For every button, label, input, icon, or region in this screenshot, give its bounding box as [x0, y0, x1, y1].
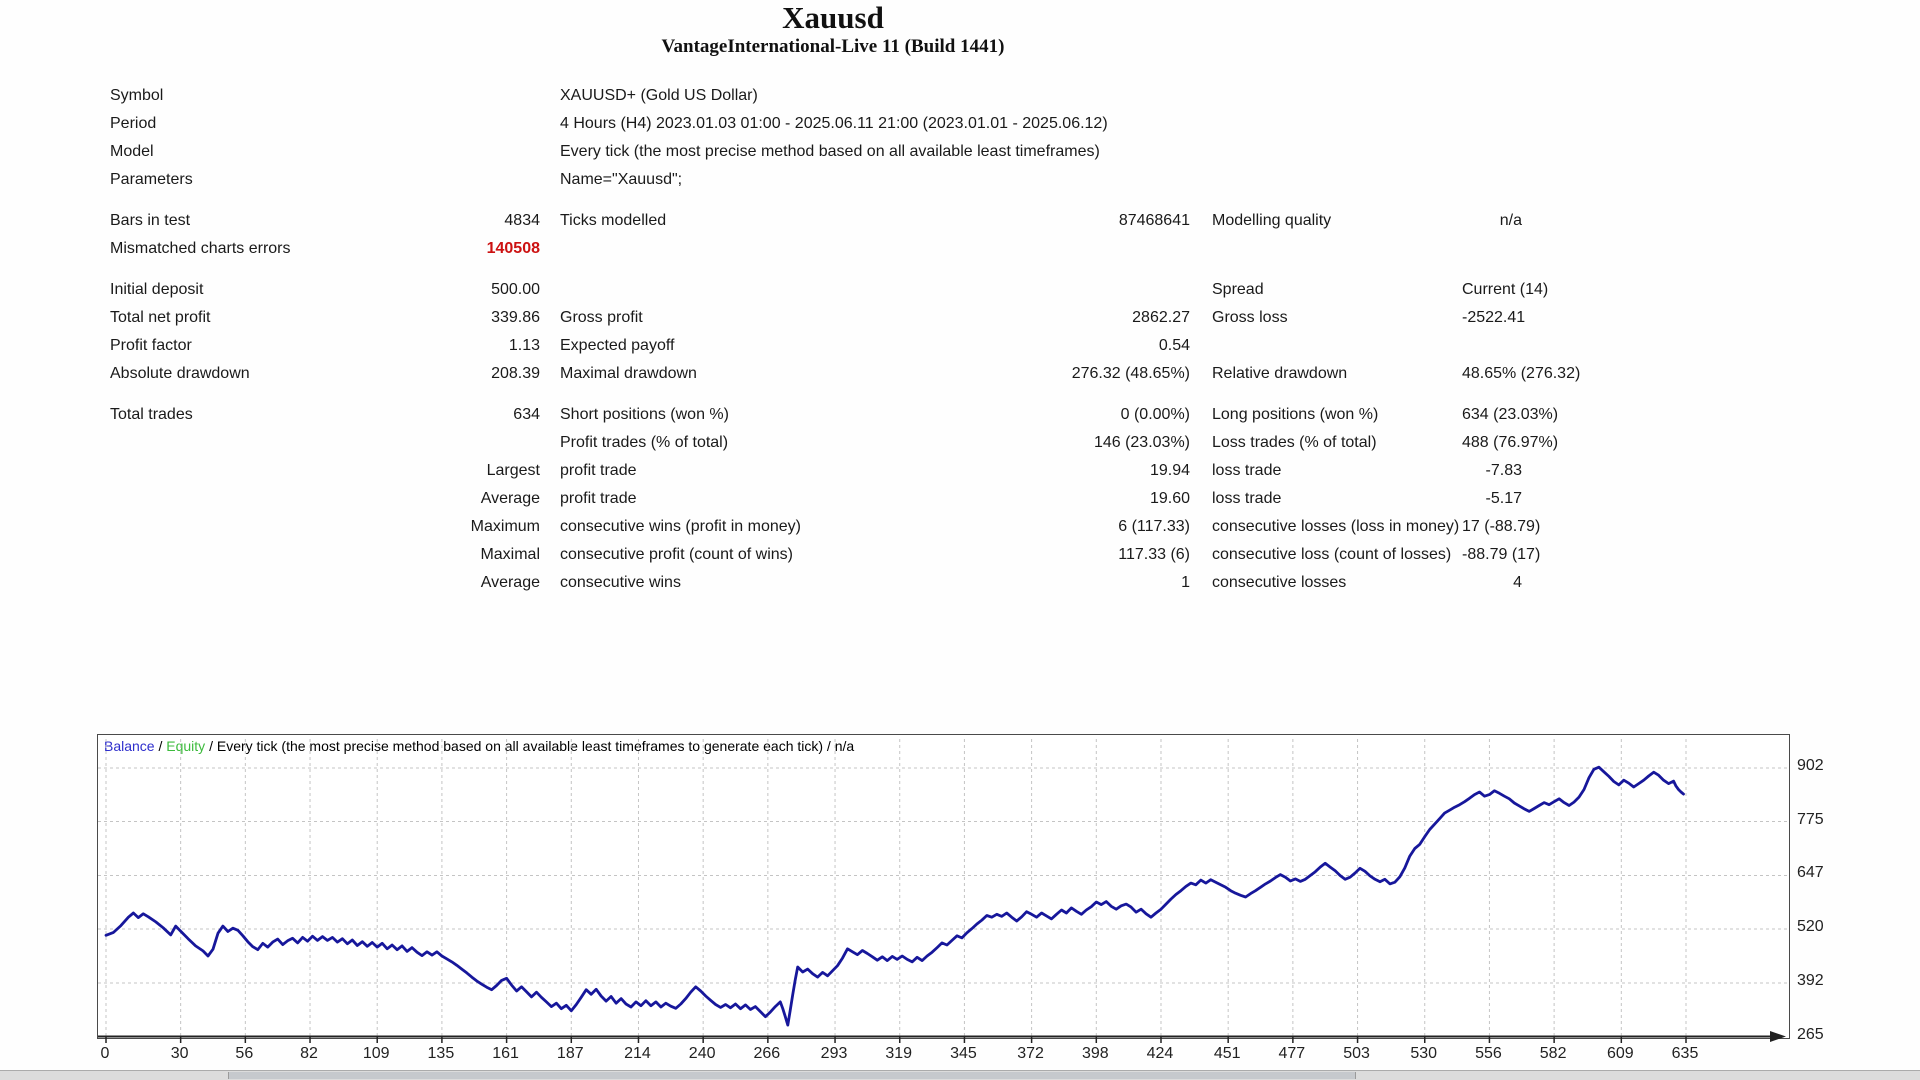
x-axis-label: 109 [362, 1045, 390, 1062]
spacer [1190, 429, 1212, 457]
spacer [540, 276, 560, 304]
spacer [1190, 485, 1212, 513]
spacer [540, 235, 560, 263]
x-axis-label: 398 [1081, 1045, 1109, 1062]
stat-value: 4834 [504, 212, 540, 229]
stat-label: Profit trades (% of total) [560, 434, 729, 451]
stat-label: Symbol [110, 87, 164, 104]
stat-value: n/a [1499, 212, 1522, 229]
x-axis-label: 293 [820, 1045, 848, 1062]
stat-value: Maximal [480, 546, 540, 563]
stats-row [110, 304, 1526, 332]
y-axis-label: 902 [1797, 757, 1824, 774]
x-axis-label: 424 [1146, 1045, 1174, 1062]
stats-table [110, 82, 1581, 597]
stat-label: Absolute drawdown [110, 365, 250, 382]
stats-row [110, 541, 1541, 569]
stat-label: Total net profit [110, 309, 211, 326]
stat-label: Short positions (won %) [560, 406, 729, 423]
stat-value: 4 [1513, 574, 1522, 591]
balance-chart [97, 734, 1790, 1039]
spacer [1190, 332, 1212, 360]
stat-label: Maximal drawdown [560, 365, 697, 382]
stat-label [110, 569, 350, 597]
stat-label: Bars in test [110, 212, 191, 229]
stats-row [110, 332, 1522, 360]
y-axis-label: 775 [1797, 810, 1824, 828]
stats-row [110, 360, 1581, 388]
stat-value: Average [480, 490, 540, 507]
stat-value [350, 82, 540, 110]
x-axis-label: 135 [427, 1045, 455, 1062]
x-axis-label: 240 [688, 1045, 716, 1062]
stat-label: Model [110, 143, 154, 160]
stat-label: Period [110, 115, 157, 132]
stat-value: 19.94 [1149, 462, 1190, 479]
stats-row [110, 138, 1522, 166]
stat-label: consecutive wins [560, 574, 681, 591]
legend-text: Equity [166, 738, 206, 754]
stats-row [110, 429, 1559, 457]
stat-value [350, 166, 540, 194]
spacer [1190, 304, 1212, 332]
stat-value: -7.83 [1485, 462, 1522, 479]
stat-value: XAUUSD+ (Gold US Dollar) [560, 87, 758, 104]
stat-label: Relative drawdown [1212, 365, 1348, 382]
y-axis-label: 520 [1797, 918, 1824, 936]
stat-value [890, 235, 1190, 263]
page-title: Xauusd [782, 0, 884, 35]
spacer [540, 360, 560, 388]
spacer [1190, 513, 1212, 541]
stat-value: 87468641 [1118, 212, 1190, 229]
stats-row [110, 235, 1522, 263]
stats-row [110, 82, 1522, 110]
x-axis-label: 582 [1539, 1045, 1567, 1062]
x-axis-label: 266 [753, 1045, 781, 1062]
stat-value: 140508 [486, 240, 540, 257]
stat-value: 634 [513, 406, 540, 423]
stat-value [890, 276, 1190, 304]
stat-label: consecutive loss (count of losses) [1212, 546, 1452, 563]
stat-label: Total trades [110, 406, 193, 423]
y-axis-label: 265 [1797, 1025, 1824, 1043]
stat-label: loss trade [1212, 490, 1282, 507]
stat-label: Modelling quality [1212, 212, 1332, 229]
stat-value: 1.13 [508, 337, 540, 354]
x-axis-label: 187 [556, 1045, 584, 1062]
stats-row [110, 401, 1559, 429]
stat-label: consecutive profit (count of wins) [560, 546, 793, 563]
x-axis-label: 609 [1606, 1045, 1634, 1062]
spacer [540, 207, 560, 235]
stat-value: 117.33 (6) [1118, 546, 1190, 563]
x-axis-label: 477 [1278, 1045, 1306, 1062]
x-axis-arrow-icon [1770, 1031, 1786, 1042]
spacer [1190, 541, 1212, 569]
stat-label [110, 485, 350, 513]
stat-label: loss trade [1212, 462, 1282, 479]
spacer [540, 457, 560, 485]
spacer [1190, 207, 1212, 235]
stat-value: 48.65% (276.32) [1462, 365, 1581, 382]
x-axis-label: 556 [1475, 1045, 1502, 1062]
x-axis-label: 214 [624, 1045, 651, 1062]
spacer [1190, 360, 1212, 388]
stat-value: 4 Hours (H4) 2023.01.03 01:00 - 2025.06.11 21:00 (2023.01.01 - 2025.06.12) [560, 115, 1108, 132]
stat-label [1212, 235, 1462, 263]
spacer [540, 429, 560, 457]
stat-label [560, 276, 890, 304]
spacer [540, 332, 560, 360]
x-axis-label: 372 [1017, 1045, 1044, 1062]
spacer [540, 110, 560, 138]
stat-value: -88.79 (17) [1462, 546, 1541, 563]
x-axis-label: 0 [100, 1045, 110, 1062]
stat-value: 0 (0.00%) [1120, 406, 1190, 423]
stat-label: profit trade [560, 462, 637, 479]
stats-row [110, 207, 1522, 235]
stat-value [350, 429, 540, 457]
stat-label: Expected payoff [560, 337, 675, 354]
stat-label [110, 429, 350, 457]
y-axis-label: 392 [1797, 971, 1824, 989]
spacer [1190, 235, 1212, 263]
stat-value: 6 (117.33) [1118, 518, 1190, 535]
spacer [540, 513, 560, 541]
y-axis-label: 647 [1797, 864, 1824, 882]
stat-value: Every tick (the most precise method based on all available least timeframes) [560, 143, 1100, 160]
spacer [540, 166, 560, 194]
stat-value: 488 (76.97%) [1462, 434, 1559, 451]
stat-value: 208.39 [491, 365, 540, 382]
x-axis-label: 530 [1410, 1045, 1438, 1062]
stats-row [110, 110, 1522, 138]
x-axis-label: 82 [300, 1045, 318, 1062]
stat-label: consecutive wins (profit in money) [560, 518, 801, 535]
stat-value: 339.86 [491, 309, 540, 326]
spacer [540, 541, 560, 569]
stat-value: Maximum [470, 518, 540, 535]
legend-text: / [154, 738, 167, 754]
stat-value [1462, 332, 1522, 360]
stat-value [1462, 235, 1522, 263]
legend-text: / Every tick (the most precise method based on all available least timeframes to generate each tick) / n/a [205, 738, 855, 754]
stats-row [110, 166, 1522, 194]
stats-row [110, 457, 1522, 485]
stat-label: Long positions (won %) [1212, 406, 1379, 423]
stat-label [110, 513, 350, 541]
stat-label: consecutive losses (loss in money) [1212, 518, 1460, 535]
page-subtitle: VantageInternational-Live 11 (Build 1441) [661, 36, 1005, 57]
stats-row [110, 485, 1522, 513]
x-axis-label: 30 [170, 1045, 189, 1062]
stat-value: 2862.27 [1132, 309, 1190, 326]
stat-value: Current (14) [1462, 281, 1549, 298]
stat-label: consecutive losses [1212, 574, 1347, 591]
stat-value: 19.60 [1149, 490, 1190, 507]
stats-row [110, 276, 1549, 304]
stat-label: Gross profit [560, 309, 643, 326]
stat-label [560, 235, 890, 263]
x-axis-label: 345 [950, 1045, 977, 1062]
spacer [540, 82, 560, 110]
stat-value: Name="Xauusd"; [560, 171, 683, 188]
stat-value: 0.54 [1158, 337, 1190, 354]
stats-row [110, 513, 1541, 541]
stat-value: 276.32 (48.65%) [1071, 365, 1190, 382]
stat-value: Average [480, 574, 540, 591]
stat-value: 146 (23.03%) [1093, 434, 1190, 451]
stat-value [350, 138, 540, 166]
stat-label: profit trade [560, 490, 637, 507]
stat-label: Initial deposit [110, 281, 204, 298]
spacer [1190, 569, 1212, 597]
stat-label: Ticks modelled [560, 212, 667, 229]
scrollbar-thumb[interactable] [228, 1072, 1356, 1079]
x-axis-label: 319 [885, 1045, 913, 1062]
stat-value: 1 [1181, 574, 1190, 591]
spacer [540, 138, 560, 166]
chart-canvas [98, 735, 1789, 1038]
stat-label: Gross loss [1212, 309, 1288, 326]
stats-row [110, 569, 1522, 597]
spacer [540, 569, 560, 597]
stat-value: -2522.41 [1462, 309, 1526, 326]
stat-label: Parameters [110, 171, 193, 188]
stat-label: Profit factor [110, 337, 192, 354]
legend-text: Balance [104, 738, 155, 754]
x-axis-label: 161 [492, 1045, 519, 1062]
stat-label [110, 457, 350, 485]
stat-label: Mismatched charts errors [110, 240, 291, 257]
x-axis-label: 451 [1213, 1045, 1241, 1062]
spacer [540, 485, 560, 513]
report-header [0, 2, 1666, 60]
stat-value: 500.00 [491, 281, 540, 298]
x-axis-label: 635 [1671, 1045, 1699, 1062]
stat-value: Largest [486, 462, 540, 479]
balance-line [106, 767, 1684, 1025]
spacer [1190, 276, 1212, 304]
spacer [1190, 401, 1212, 429]
spacer [1190, 457, 1212, 485]
stat-value: -5.17 [1485, 490, 1522, 507]
stat-label: Loss trades (% of total) [1212, 434, 1377, 451]
stat-value [350, 110, 540, 138]
x-axis-label: 56 [235, 1045, 254, 1062]
stat-value: 17 (-88.79) [1462, 518, 1541, 535]
stat-label [110, 541, 350, 569]
spacer [540, 304, 560, 332]
spacer [540, 401, 560, 429]
horizontal-scrollbar[interactable] [0, 1070, 1920, 1080]
stat-label [1212, 332, 1462, 360]
stat-label: Spread [1212, 281, 1264, 298]
x-axis-label: 503 [1343, 1045, 1370, 1062]
stat-value: 634 (23.03%) [1462, 406, 1559, 423]
